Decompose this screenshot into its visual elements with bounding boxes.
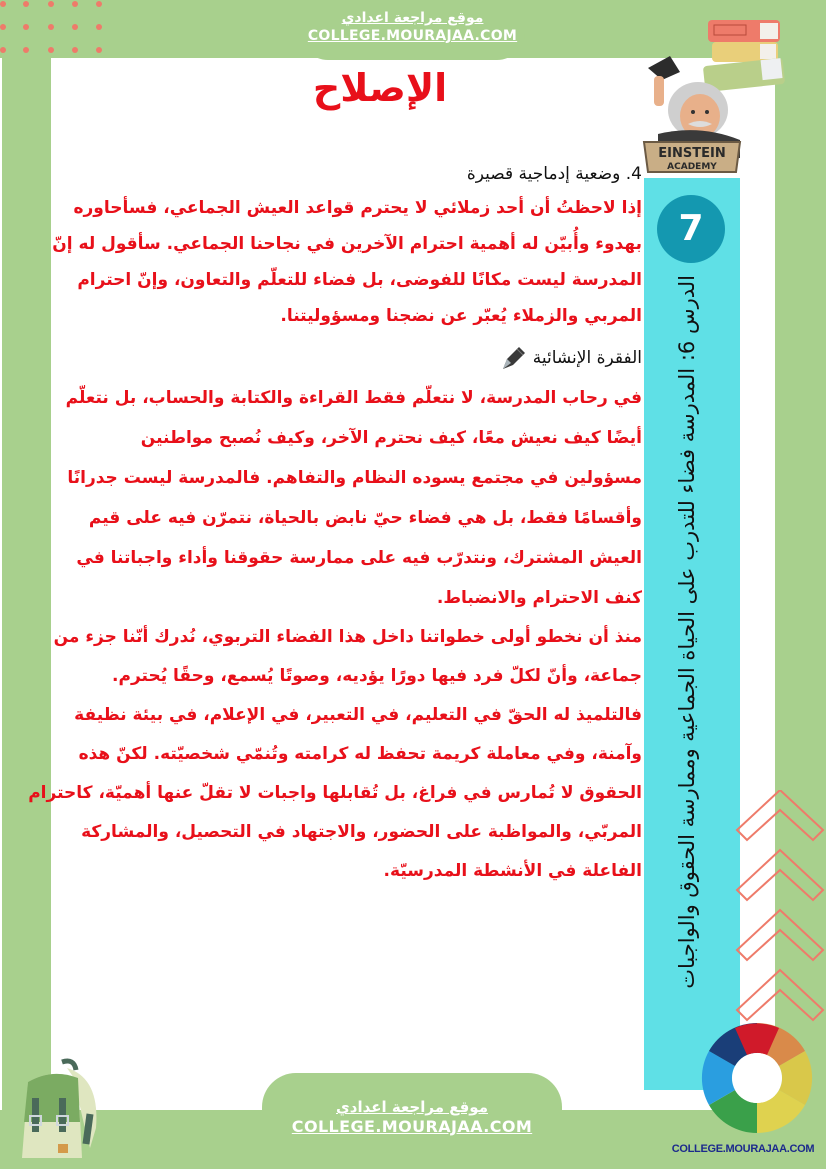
header-site-banner[interactable] <box>300 0 525 60</box>
essay-line: وآمنة، وفي معاملة كريمة تحفظ له كرامته وتُنمّي شخصيّته. لكنّ هذه <box>78 744 642 764</box>
essay-paragraph-1 <box>18 378 642 618</box>
essay-line: مسؤولين في مجتمع يسوده النظام والتفاهم. فالمدرسة ليست جدرانًا <box>67 468 642 488</box>
footer-site-banner[interactable] <box>262 1073 562 1169</box>
backpack-icon <box>12 1058 102 1163</box>
subjects-wheel-logo <box>695 1020 820 1140</box>
section-heading-essay <box>18 344 642 372</box>
answer-content <box>18 160 642 891</box>
svg-text:EINSTEIN: EINSTEIN <box>658 146 726 161</box>
essay-line: العيش المشترك، ونتدرّب فيه على ممارسة حقوقنا وأداء واجباتنا في <box>76 548 642 568</box>
essay-line: الفاعلة في الأنشطة المدرسيّة. <box>383 861 642 881</box>
footer-site-name[interactable]: موقع مراجعة اعدادي <box>336 1098 488 1116</box>
chevron-up-icons <box>735 790 825 1040</box>
essay-line: المربّي، والمواظبة على الحضور، والاجتهاد في التحصيل، والمشاركة <box>81 822 642 842</box>
essay-heading-text: الفقرة الإنشائية <box>532 348 642 368</box>
essay-line: جماعة، وأنّ لكلّ فرد فيها دورًا يؤديه، وصوتًا يُسمع، وحقًا يُحترم. <box>112 666 642 686</box>
essay-line: أيضًا كيف نعيش معًا، كيف نحترم الآخر، وكيف نُصبح مواطنين <box>140 428 642 448</box>
essay-paragraph-2 <box>18 618 642 891</box>
answer-line: إذا لاحظتُ أن أحد زملائي لا يحترم قواعد العيش الجماعي، فسأحاوره <box>73 198 642 218</box>
integration-answer <box>18 190 642 334</box>
answer-line: المربي والزملاء يُعبّر عن نضجنا ومسؤوليتنا. <box>280 306 642 326</box>
header-site-url[interactable]: COLLEGE.MOURAJAA.COM <box>307 28 518 44</box>
essay-line: في رحاب المدرسة، لا نتعلّم فقط القراءة والكتابة والحساب، بل نتعلّم <box>65 388 642 408</box>
footer-corner-url[interactable]: COLLEGE.MOURAJAA.COM <box>671 1143 815 1155</box>
essay-line: كنف الاحترام والانضباط. <box>436 588 642 608</box>
lesson-title-text: الدرس 6: المدرسة فضاء للتدرب على الحياة الجماعية وممارسة الحقوق والواجبات <box>675 275 699 989</box>
svg-text:ACADEMY: ACADEMY <box>667 162 717 172</box>
answer-line: المدرسة ليست مكانًا للفوضى، بل فضاء للتعلّم والتعاون، وإنّ احترام <box>77 270 642 290</box>
essay-line: فالتلميذ له الحقّ في التعليم، في التعبير، في الإعلام، في بيئة نظيفة <box>74 705 642 725</box>
header-site-name[interactable]: موقع مراجعة اعدادي <box>341 10 484 26</box>
page-title: الإصلاح <box>312 66 448 110</box>
decorative-dots <box>0 0 130 55</box>
answer-line: بهدوء وأُبيّن له أهمية احترام الآخرين في نجاحنا الجماعي. سأقول له إنّ <box>52 234 642 254</box>
lesson-number-badge: 7 <box>657 195 725 263</box>
essay-line: الحقوق لا تُمارس في فراغ، بل تُقابلها واجبات لا تقلّ عنها أهميّة، كاحترام <box>28 783 642 803</box>
einstein-academy-logo <box>640 38 745 178</box>
footer-site-url[interactable]: COLLEGE.MOURAJAA.COM <box>291 1117 533 1136</box>
section-heading-integration: 4. وضعية إدماجية قصيرة <box>466 164 642 184</box>
essay-line: وأقسامًا فقط، بل هي فضاء حيّ نابض بالحياة، نتمرّن فيه على قيم <box>88 508 642 528</box>
essay-line: منذ أن نخطو أولى خطواتنا داخل هذا الفضاء التربوي، نُدرك أنّنا جزء من <box>53 627 642 647</box>
pen-icon <box>499 345 527 371</box>
